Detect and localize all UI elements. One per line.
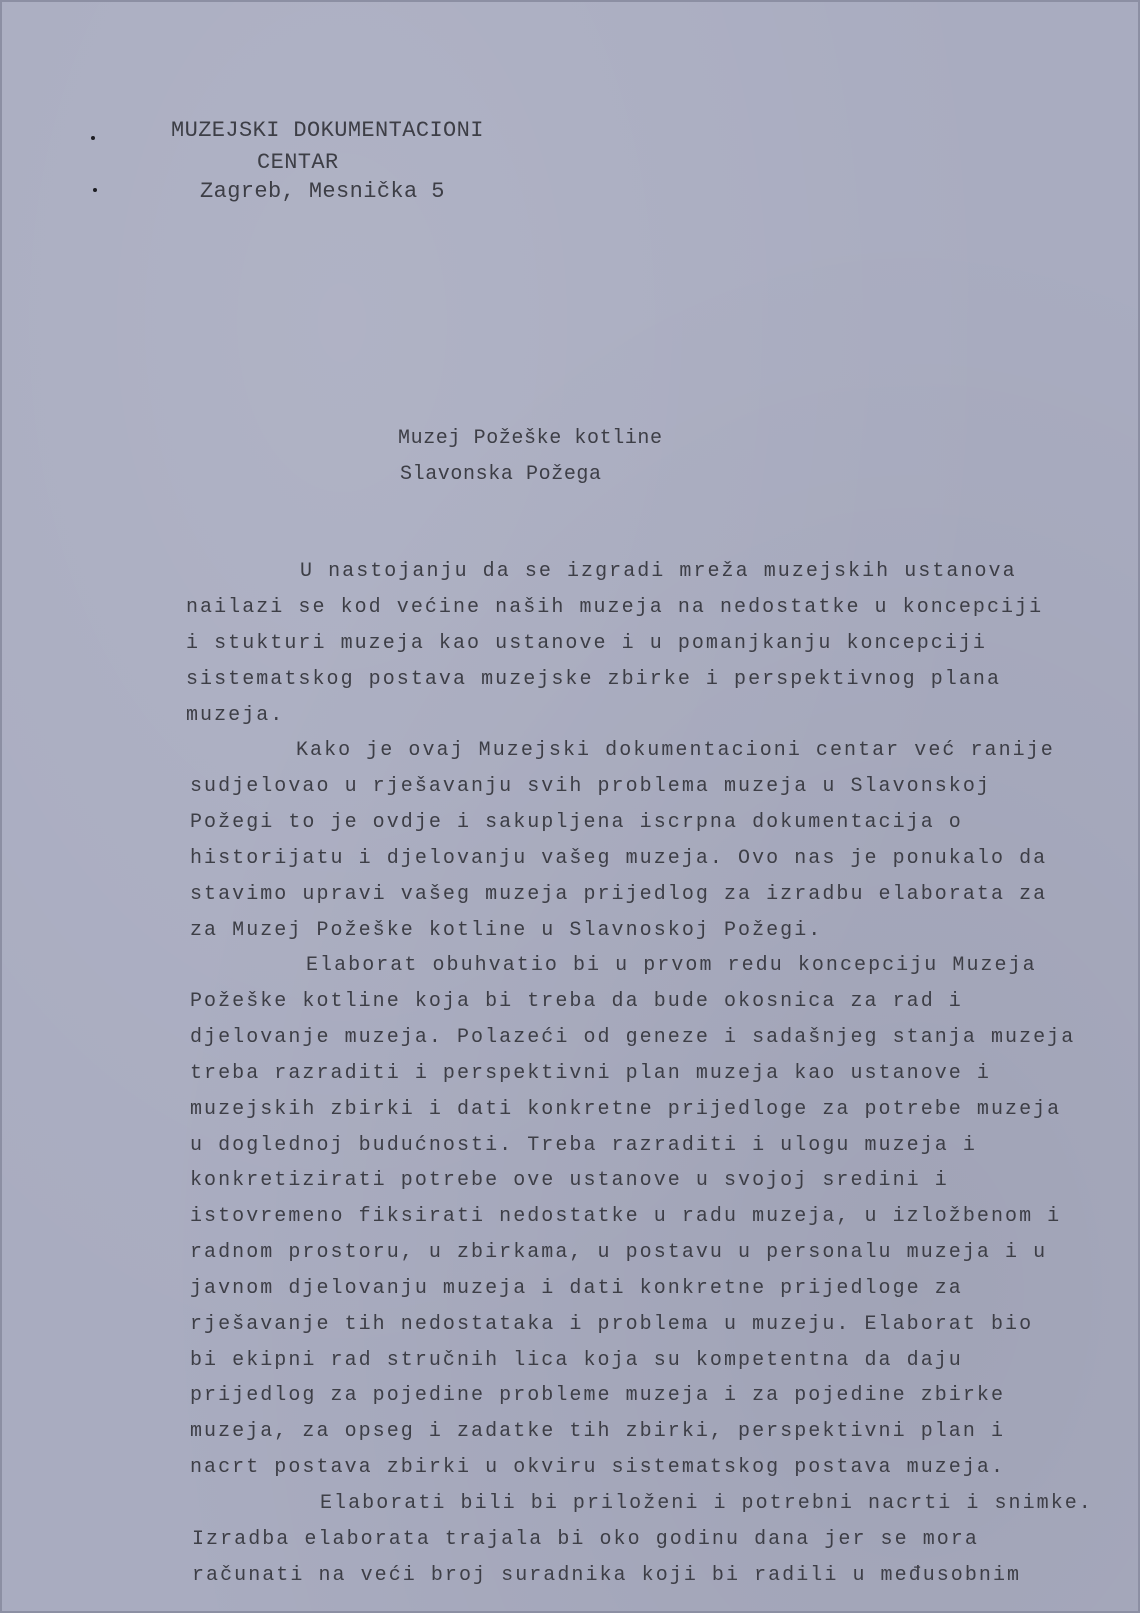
body-line: djelovanje muzeja. Polazeći od geneze i sadašnjeg stanja muzeja [190, 1026, 1076, 1049]
body-line: muzejskih zbirki i dati konkretne prijedloge za potrebe muzeja [190, 1098, 1062, 1121]
sender-address: Zagreb, Mesnička 5 [200, 179, 445, 204]
recipient-city: Slavonska Požega [400, 463, 602, 486]
punch-mark-bottom [93, 188, 97, 192]
body-line: Požegi to je ovdje i sakupljena iscrpna dokumentacija o [190, 811, 963, 834]
body-line: Izradba elaborata trajala bi oko godinu dana jer se mora [192, 1528, 979, 1551]
body-line: stavimo upravi vašeg muzeja prijedlog za izradbu elaborata za [190, 883, 1048, 906]
body-line: U nastojanju da se izgradi mreža muzejskih ustanova [300, 560, 1017, 583]
body-line: u doglednoj budućnosti. Treba razraditi i ulogu muzeja i [190, 1134, 977, 1157]
punch-mark-top [91, 136, 95, 140]
body-line: rješavanje tih nedostataka i problema u muzeju. Elaborat bio [190, 1313, 1034, 1336]
body-line: računati na veći broj suradnika koji bi radili u međusobnim [192, 1564, 1022, 1587]
body-line: sudjelovao u rješavanju svih problema muzeja u Slavonskoj [190, 775, 991, 798]
body-line: nailazi se kod većine naših muzeja na nedostatke u koncepciji [186, 596, 1044, 619]
body-line: konkretizirati potrebe ove ustanove u svojoj sredini i [190, 1169, 949, 1192]
body-line: treba razraditi i perspektivni plan muzeja kao ustanove i [190, 1062, 991, 1085]
sender-name: MUZEJSKI DOKUMENTACIONI [171, 118, 484, 143]
body-line: radnom prostoru, u zbirkama, u postavu u personalu muzeja i u [190, 1241, 1048, 1264]
body-line: bi ekipni rad stručnih lica koja su kompetentna da daju [190, 1349, 963, 1372]
body-line: Požeške kotline koja bi treba da bude okosnica za rad i [190, 990, 963, 1013]
body-line: sistematskog postava muzejske zbirke i perspektivnog plana [186, 668, 1002, 691]
body-line: istovremeno fiksirati nedostatke u radu muzeja, u izložbenom i [190, 1205, 1062, 1228]
body-line: i stukturi muzeja kao ustanove i u pomanjkanju koncepciji [186, 632, 987, 655]
body-line: muzeja, za opseg i zadatke tih zbirki, perspektivni plan i [190, 1420, 1006, 1443]
body-line: Kako je ovaj Muzejski dokumentacioni centar već ranije [296, 739, 1055, 762]
body-line: za Muzej Požeške kotline u Slavnoskoj Požegi. [190, 919, 823, 942]
body-line: historijatu i djelovanju vašeg muzeja. Ovo nas je ponukalo da [190, 847, 1048, 870]
body-line: javnom djelovanju muzeja i dati konkretne prijedloge za [190, 1277, 963, 1300]
body-line: prijedlog za pojedine probleme muzeja i za pojedine zbirke [190, 1384, 1006, 1407]
body-line: muzeja. [186, 704, 285, 727]
body-line: Elaborat obuhvatio bi u prvom redu koncepciju Muzeja [306, 954, 1037, 977]
recipient-name: Muzej Požeške kotline [398, 427, 663, 450]
body-line: nacrt postava zbirki u okviru sistematskog postava muzeja. [190, 1456, 1006, 1479]
sender-name-continued: CENTAR [257, 150, 339, 175]
body-line: Elaborati bili bi priloženi i potrebni nacrti i snimke. [320, 1492, 1093, 1515]
